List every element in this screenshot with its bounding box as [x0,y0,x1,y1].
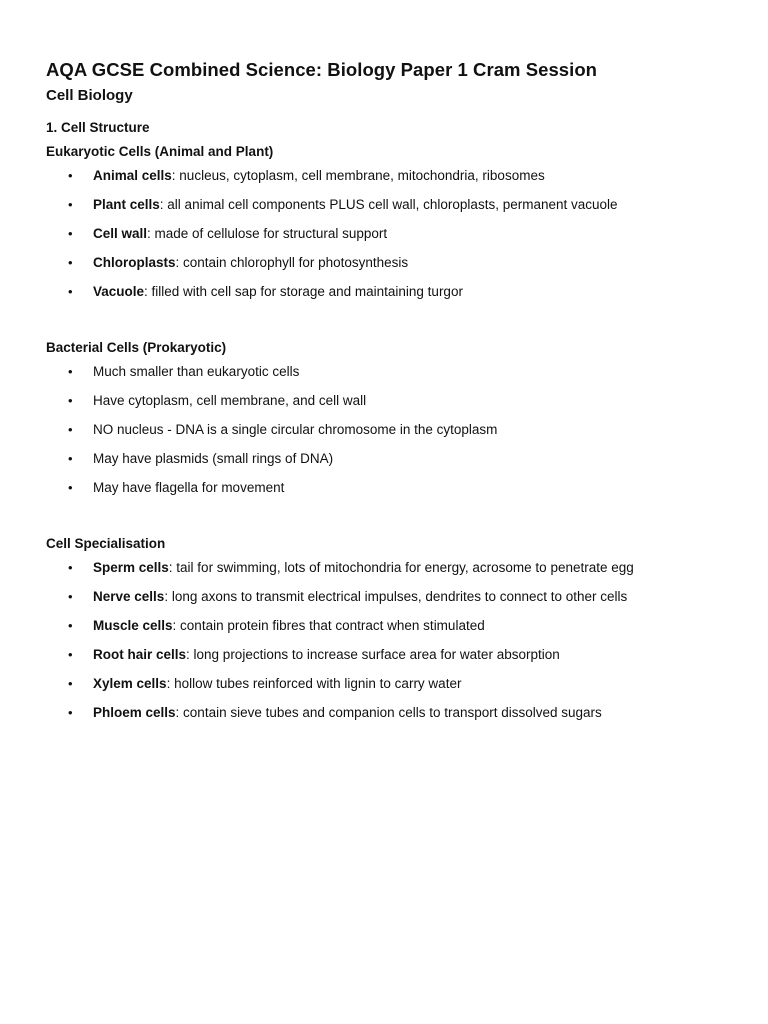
bullet-icon: • [68,364,73,379]
bullet-icon: • [68,480,73,495]
bullet-icon: • [68,393,73,408]
item-term: Vacuole [93,284,145,299]
item-text: : long axons to transmit electrical impulses, dendrites to connect to other cells [164,589,628,604]
item-text: : made of cellulose for structural support [147,226,388,241]
bacterial-heading: Bacterial Cells (Prokaryotic) [46,340,227,355]
bullet-icon: • [68,226,73,241]
bacterial-list [46,362,728,498]
list-item [46,478,728,498]
list-item [46,166,728,186]
eukaryotic-heading: Eukaryotic Cells (Animal and Plant) [46,144,274,159]
specialisation-list [46,558,728,723]
item-text: : long projections to increase surface area for water absorption [186,647,560,662]
item-text: : contain chlorophyll for photosynthesis [175,255,409,270]
list-item [46,362,728,382]
item-text: : hollow tubes reinforced with lignin to carry water [166,676,462,691]
bullet-icon: • [68,168,73,183]
bullet-icon: • [68,451,73,466]
list-item [46,645,728,665]
list-item [46,449,728,469]
item-term: Phloem cells [93,705,176,720]
list-item [46,195,728,215]
item-text: : contain protein fibres that contract when stimulated [172,618,485,633]
item-term: Animal cells [93,168,172,183]
item-term: Nerve cells [93,589,165,604]
bullet-icon: • [68,705,73,720]
bullet-icon: • [68,647,73,662]
item-term: Sperm cells [93,560,169,575]
item-term: Chloroplasts [93,255,176,270]
item-text: : tail for swimming, lots of mitochondria for energy, acrosome to penetrate egg [168,560,634,575]
list-item [46,282,728,302]
list-item [46,253,728,273]
list-item [46,616,728,636]
item-term: Root hair cells [93,647,187,662]
bullet-icon: • [68,197,73,212]
bullet-icon: • [68,676,73,691]
item-text: : contain sieve tubes and companion cells to transport dissolved sugars [175,705,602,720]
list-item [46,703,728,723]
item-text: May have plasmids (small rings of DNA) [93,451,334,466]
item-text: May have flagella for movement [93,480,285,495]
list-item [46,420,728,440]
item-text: : nucleus, cytoplasm, cell membrane, mitochondria, ribosomes [171,168,545,183]
bullet-icon: • [68,255,73,270]
item-text: Much smaller than eukaryotic cells [93,364,300,379]
item-text: NO nucleus - DNA is a single circular chromosome in the cytoplasm [93,422,498,437]
item-term: Plant cells [93,197,160,212]
list-item [46,587,728,607]
bullet-icon: • [68,560,73,575]
item-term: Cell wall [93,226,148,241]
section-heading-cell-structure: 1. Cell Structure [46,120,150,135]
item-term: Xylem cells [93,676,167,691]
eukaryotic-list [46,166,728,302]
list-item [46,558,728,578]
list-item [46,674,728,694]
document-title: AQA GCSE Combined Science: Biology Paper 1 Cram Session [46,59,598,80]
bullet-icon: • [68,589,73,604]
bullet-icon: • [68,618,73,633]
list-item [46,391,728,411]
specialisation-heading: Cell Specialisation [46,536,166,551]
item-term: Muscle cells [93,618,173,633]
bullet-icon: • [68,422,73,437]
bullet-icon: • [68,284,73,299]
item-text: : all animal cell components PLUS cell wall, chloroplasts, permanent vacuole [159,197,618,212]
list-item [46,224,728,244]
item-text: : filled with cell sap for storage and maintaining turgor [144,284,463,299]
item-text: Have cytoplasm, cell membrane, and cell wall [93,393,367,408]
document-subtitle: Cell Biology [46,87,133,104]
